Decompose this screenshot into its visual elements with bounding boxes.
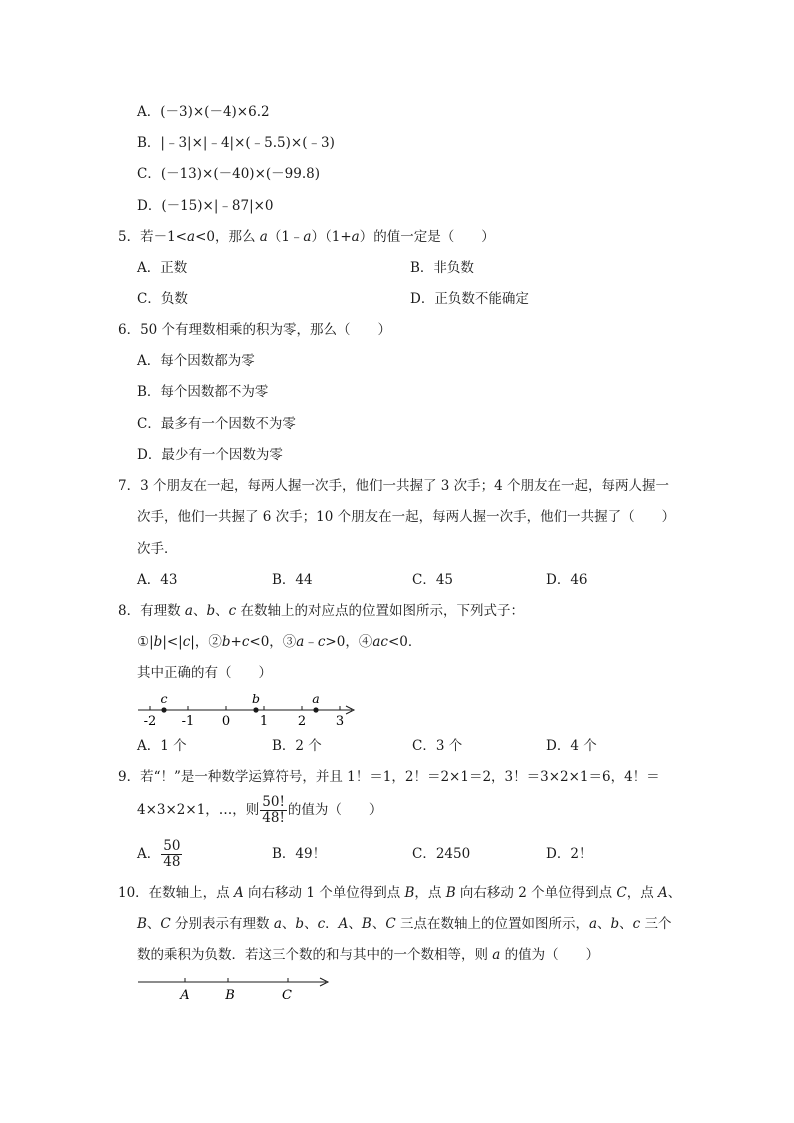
- q5-option-d: D．正负数不能确定: [410, 291, 529, 307]
- q4-option-a: A．(－3)×(－4)×6.2: [137, 104, 270, 120]
- q8-option-d: D．4 个: [546, 738, 597, 754]
- q8-axis-ticks: [150, 706, 340, 710]
- q5-option-b: B．非负数: [410, 260, 474, 276]
- q9-option-a: A． $\frac{50}{48}$: [137, 838, 181, 870]
- q8-point-a-label: a: [312, 691, 320, 706]
- q10-stem-line1: 10．在数轴上，点 A 向右移动 1 个单位得到点 B，点 B 向右移动 2 个单位得到点 C，点 A、: [118, 885, 682, 901]
- q8-point-b-label: b: [251, 691, 261, 706]
- q6-option-c: C．最多有一个因数不为零: [137, 416, 296, 432]
- q8-number-line: [130, 688, 365, 732]
- q4-option-d: D．(－15)×|﹣87|×0: [137, 198, 274, 214]
- q5-option-c: C．负数: [137, 291, 188, 307]
- q7-option-a: A．43: [137, 572, 178, 588]
- q9-stem-line1: 9．若“！”是一种数学运算符号，并且 1！＝1，2！＝2×1＝2，3！＝3×2×1＝6，4！＝: [118, 769, 660, 785]
- q9-option-c: C．2450: [412, 846, 471, 862]
- q8-option-b: B．2 个: [272, 738, 322, 754]
- q8-option-c: C．3 个: [412, 738, 463, 754]
- q8-tick-label-3: 3: [335, 714, 345, 729]
- q10-stem-line2: B、C 分别表示有理数 a、b、c．A、B、C 三点在数轴上的位置如图所示，a、b、c 三个: [137, 916, 672, 932]
- q7-option-d: D．46: [546, 572, 588, 588]
- q6-option-d: D．最少有一个因数为零: [137, 447, 283, 463]
- q6-option-a: A．每个因数都为零: [137, 353, 255, 369]
- q6-option-b: B．每个因数都不为零: [137, 384, 269, 400]
- q4-option-c: C．(－13)×(－40)×(－99.8): [137, 166, 320, 182]
- q8-tick-label-0: 0: [221, 714, 231, 729]
- q10-point-b-label: B: [225, 988, 235, 1003]
- q8-stem-line2: ①|b|<|c|，②b+c<0，③a﹣c>0，④ac<0．: [137, 634, 422, 650]
- q8-tick-label-1: 1: [259, 714, 269, 729]
- q8-stem-line1: 8．有理数 a、b、c 在数轴上的对应点的位置如图所示，下列式子：: [118, 603, 524, 619]
- q5-stem: 5．若－1<a<0，那么 a（1﹣a）（1+a）的值一定是（ ）: [118, 229, 495, 245]
- q8-point-b: [253, 707, 258, 712]
- q5-option-a: A．正数: [137, 260, 188, 276]
- q9-option-a-fraction: $\frac{50}{48}$: [163, 838, 181, 870]
- q8-point-a: [313, 707, 318, 712]
- q7-stem-line2: 次手，他们一共握了 6 次手；10 个朋友在一起，每两人握一次手，他们一共握了（ ）: [137, 509, 676, 525]
- q10-point-a-label: A: [180, 988, 190, 1003]
- q10-stem-line3: 数的乘积为负数．若这三个数的和与其中的一个数相等，则 a 的值为（ ）: [137, 947, 600, 963]
- q8-tick-label-neg1: -1: [181, 714, 195, 729]
- q7-option-c: C．45: [412, 572, 454, 588]
- q8-point-c: [161, 707, 166, 712]
- q9-option-d: D．2！: [546, 846, 593, 862]
- q7-option-b: B．44: [272, 572, 313, 588]
- q10-point-c-label: C: [282, 988, 292, 1003]
- q8-option-a: A．1 个: [137, 738, 187, 754]
- q9-fraction: $\frac{50!}{48!}$: [262, 794, 285, 826]
- q7-stem-line3: 次手．: [137, 541, 178, 557]
- q6-stem: 6．50 个有理数相乘的积为零，那么（ ）: [118, 322, 392, 338]
- q7-stem-line1: 7．3 个朋友在一起，每两人握一次手，他们一共握了 3 次手；4 个朋友在一起，每两人握一: [118, 478, 670, 494]
- q8-point-c-label: c: [160, 691, 168, 706]
- q9-stem-line2: 4×3×2×1，…，则 $\frac{50!}{48!}$ 的值为（ ）: [137, 794, 383, 826]
- q8-tick-label-neg2: -2: [143, 714, 157, 729]
- q9-option-b: B．49！: [272, 846, 327, 862]
- q10-number-line: [130, 970, 335, 1006]
- q8-stem-line3: 其中正确的有（ ）: [137, 665, 272, 681]
- q4-option-b: B．|﹣3|×|﹣4|×(﹣5.5)×(﹣3): [137, 135, 335, 151]
- q8-tick-label-2: 2: [297, 714, 307, 729]
